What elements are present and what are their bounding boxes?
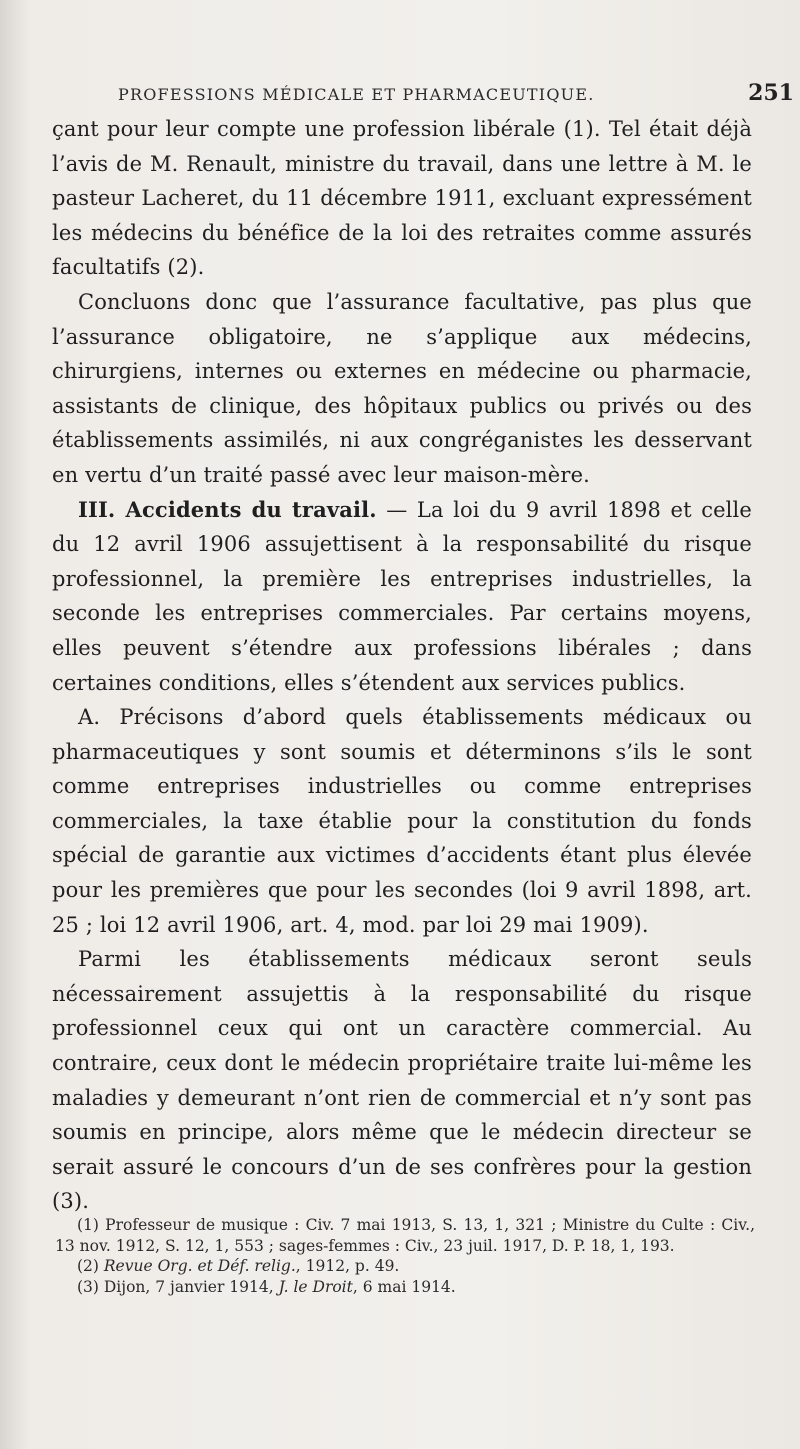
footnotes — [55, 1215, 755, 1297]
paragraph-continuation: çant pour leur compte une profession libérale (1). Tel était déjà l’avis de M. Renault, ministre du travail, dans une lettre à M. le pasteur Lacheret, du 11 décembre 1911, excluant expressément les médecins du bénéfice de la loi des retraites comme assurés facultatifs (2). — [52, 117, 752, 280]
footnote-2-ref: , 1912, p. 49. — [295, 1257, 400, 1275]
footnote-3-ref: , 6 mai 1914. — [352, 1277, 456, 1296]
footnote-2-number: (2) — [77, 1257, 104, 1275]
paragraph-medical: Parmi les établissements médicaux seront seuls nécessairement assujettis à la responsabilité du risque professionnel ceux qui ont un caractère commercial. Au contraire, ceux dont le médecin propriétaire traite lui-même les maladies y demeurant n’ont rien de commercial et n’y sont pas soumis en principe, alors même que le médecin directeur se serait assuré le concours d’un de ses confrères pour la gestion (3). — [52, 947, 752, 1214]
paragraph-conclusion: Concluons donc que l’assurance facultative, pas plus que l’assurance obligatoire, ne s’applique aux médecins, chirurgiens, internes ou externes en médecine ou pharmacie, assistants de clinique, des hôpitaux publics ou privés ou des établissements assimilés, ni aux congréganistes les desservant en vertu d’un traité passé avec leur maison-mère. — [52, 289, 752, 487]
main-text — [52, 112, 752, 1219]
footnote-3-title: J. le Droit — [278, 1277, 353, 1296]
paragraph-accidents-text: — La loi du 9 avril 1898 et celle du 12 avril 1906 assujettisent à la responsabilité du risque professionnel, la première les entreprises industrielles, la seconde les entreprises commerciales. Par certains moyens, elles peuvent s’étendre aux professions libérales ; dans certaines conditions, elles s’étendent aux services publics. — [52, 497, 752, 695]
page-number: 251 — [748, 80, 794, 106]
footnote-2-title: Revue Org. et Déf. relig. — [103, 1257, 296, 1275]
page-header — [118, 80, 798, 106]
footnote-1: (1) Professeur de musique : Civ. 7 mai 1913, S. 13, 1, 321 ; Ministre du Culte : Civ., 13 nov. 1912, S. 12, 1, 553 ; sages-femmes : Civ., 23 juil. 1917, D. P. 18, 1, 193. — [55, 1216, 755, 1255]
paragraph-accidents — [52, 493, 752, 701]
footnote-2 — [55, 1256, 755, 1277]
footnote-3 — [55, 1277, 755, 1298]
footnote-3-pre: (3) Dijon, 7 janvier 1914, — [77, 1277, 279, 1296]
running-title: PROFESSIONS MÉDICALE ET PHARMACEUTIQUE. — [118, 85, 595, 104]
paragraph-establishments: A. Précisons d’abord quels établissements médicaux ou pharmaceutiques y sont soumis et déterminons s’ils le sont comme entreprises industrielles ou comme entreprises commerciales, la taxe établie pour la constitution du fonds spécial de garantie aux victimes d’accidents étant plus élevée pour les premières que pour les secondes (loi 9 avril 1898, art. 25 ; loi 12 avril 1906, art. 4, mod. par loi 29 mai 1909). — [52, 705, 752, 937]
section-heading: III. Accidents du travail. — [78, 496, 377, 522]
